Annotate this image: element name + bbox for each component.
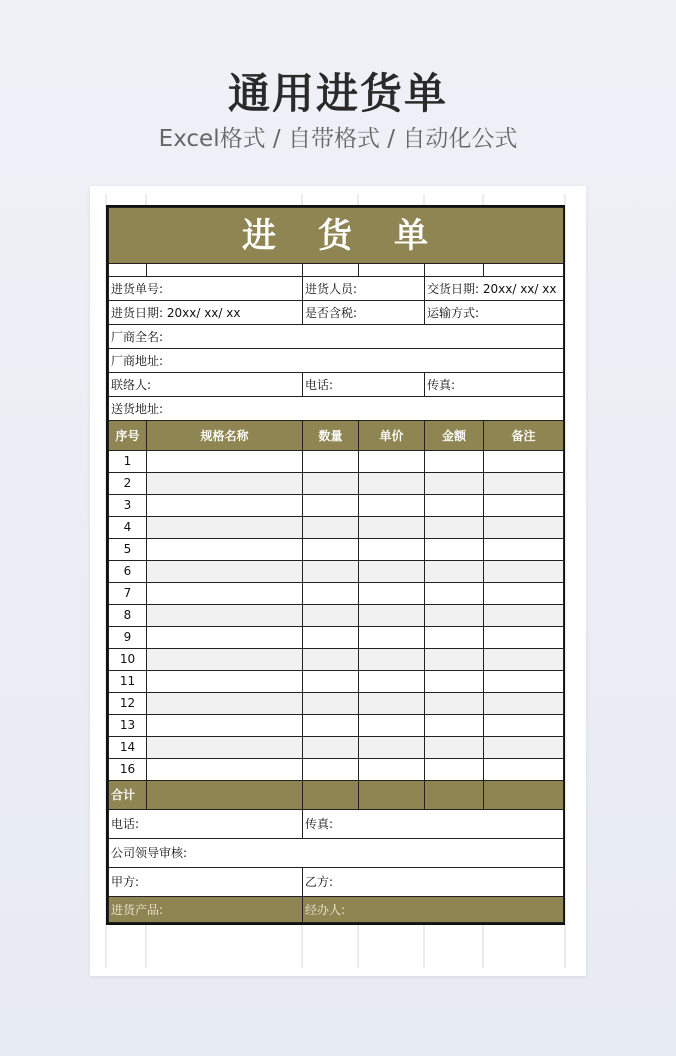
- handler-label: 经办人:: [303, 897, 564, 923]
- item-cell: [359, 715, 425, 737]
- item-cell: [484, 693, 564, 715]
- item-cell: [303, 737, 359, 759]
- item-cell: [303, 517, 359, 539]
- item-row: [109, 539, 564, 561]
- row-number: 9: [109, 627, 147, 649]
- row-number: 11: [109, 671, 147, 693]
- row-number: 16: [109, 759, 147, 781]
- item-cell: [303, 495, 359, 517]
- item-cell: [425, 605, 484, 627]
- item-cell: [425, 561, 484, 583]
- item-row: [109, 495, 564, 517]
- item-row: [109, 605, 564, 627]
- phone-label: 电话:: [303, 373, 425, 397]
- item-cell: [359, 649, 425, 671]
- item-cell: [147, 759, 303, 781]
- total-cell: [303, 781, 359, 810]
- delivery-date-label: 交货日期:: [427, 281, 480, 296]
- item-cell: [425, 759, 484, 781]
- party-b-label: 乙方:: [303, 868, 564, 897]
- row-number: 14: [109, 737, 147, 759]
- item-cell: [147, 693, 303, 715]
- item-cell: [303, 605, 359, 627]
- item-cell: [484, 561, 564, 583]
- delivery-date-cell: [425, 277, 564, 301]
- row-number: 6: [109, 561, 147, 583]
- item-cell: [484, 495, 564, 517]
- vendor-address-label: 厂商地址:: [109, 349, 564, 373]
- items-header-row: [109, 421, 564, 451]
- item-row: [109, 671, 564, 693]
- item-cell: [425, 693, 484, 715]
- item-row: [109, 583, 564, 605]
- item-cell: [359, 759, 425, 781]
- item-cell: [303, 759, 359, 781]
- item-cell: [359, 473, 425, 495]
- purchase-date-label: 进货日期:: [111, 305, 164, 320]
- row-number: 5: [109, 539, 147, 561]
- item-cell: [359, 671, 425, 693]
- total-cell: [359, 781, 425, 810]
- item-cell: [425, 495, 484, 517]
- item-cell: [303, 715, 359, 737]
- spacer-cell: [425, 264, 484, 277]
- purchaser-label: 进货人员:: [303, 277, 425, 301]
- purchase-date-value: 20xx/ xx/ xx: [166, 305, 241, 320]
- page-subtitle: Excel格式 / 自带格式 / 自动化公式: [158, 126, 518, 152]
- column-header: 金额: [425, 421, 484, 451]
- item-cell: [359, 539, 425, 561]
- item-cell: [359, 451, 425, 473]
- item-cell: [147, 671, 303, 693]
- item-cell: [484, 737, 564, 759]
- item-row: [109, 473, 564, 495]
- vendor-name-label: 厂商全名:: [109, 325, 564, 349]
- item-cell: [425, 473, 484, 495]
- item-cell: [425, 649, 484, 671]
- item-row: [109, 737, 564, 759]
- item-row: [109, 759, 564, 781]
- row-number: 1: [109, 451, 147, 473]
- document-preview: [90, 186, 586, 976]
- ship-address-label: 送货地址:: [109, 397, 564, 421]
- total-cell: [484, 781, 564, 810]
- item-cell: [303, 539, 359, 561]
- item-row: [109, 693, 564, 715]
- item-cell: [425, 451, 484, 473]
- row-number: 3: [109, 495, 147, 517]
- item-cell: [147, 649, 303, 671]
- total-label: 合计: [109, 781, 147, 810]
- item-cell: [484, 759, 564, 781]
- item-cell: [147, 605, 303, 627]
- item-cell: [484, 473, 564, 495]
- item-cell: [425, 715, 484, 737]
- row-number: 4: [109, 517, 147, 539]
- row-number: 8: [109, 605, 147, 627]
- item-cell: [359, 737, 425, 759]
- item-cell: [484, 517, 564, 539]
- item-cell: [303, 583, 359, 605]
- purchased-product-label: 进货产品:: [109, 897, 303, 923]
- item-cell: [303, 671, 359, 693]
- item-cell: [425, 737, 484, 759]
- spacer-cell: [303, 264, 359, 277]
- spacer-cell: [484, 264, 564, 277]
- purchase-order-sheet: [106, 205, 565, 925]
- item-cell: [147, 561, 303, 583]
- row-number: 7: [109, 583, 147, 605]
- item-row: [109, 715, 564, 737]
- column-header: 序号: [109, 421, 147, 451]
- item-cell: [425, 517, 484, 539]
- item-row: [109, 451, 564, 473]
- item-cell: [303, 561, 359, 583]
- row-number: 10: [109, 649, 147, 671]
- item-cell: [147, 473, 303, 495]
- item-cell: [359, 517, 425, 539]
- spacer-cell: [147, 264, 303, 277]
- total-cell: [147, 781, 303, 810]
- item-cell: [484, 451, 564, 473]
- item-cell: [359, 627, 425, 649]
- row-number: 12: [109, 693, 147, 715]
- footer-fax-label: 传真:: [303, 810, 564, 839]
- leader-review-label: 公司领导审核:: [109, 839, 564, 868]
- column-header: 数量: [303, 421, 359, 451]
- party-a-label: 甲方:: [109, 868, 303, 897]
- item-cell: [484, 671, 564, 693]
- item-cell: [484, 605, 564, 627]
- item-cell: [359, 693, 425, 715]
- column-header: 单价: [359, 421, 425, 451]
- item-cell: [484, 539, 564, 561]
- item-cell: [147, 495, 303, 517]
- item-cell: [303, 473, 359, 495]
- spacer-cell: [109, 264, 147, 277]
- item-cell: [147, 583, 303, 605]
- item-cell: [303, 649, 359, 671]
- shipping-method-label: 运输方式:: [425, 301, 564, 325]
- item-cell: [359, 605, 425, 627]
- row-number: 13: [109, 715, 147, 737]
- item-cell: [147, 715, 303, 737]
- column-header: 备注: [484, 421, 564, 451]
- item-cell: [147, 627, 303, 649]
- fax-label: 传真:: [425, 373, 564, 397]
- delivery-date-value: 20xx/ xx/ xx: [482, 281, 557, 296]
- order-no-label: 进货单号:: [109, 277, 303, 301]
- spacer-cell: [359, 264, 425, 277]
- item-cell: [484, 649, 564, 671]
- item-cell: [484, 583, 564, 605]
- row-number: 2: [109, 473, 147, 495]
- item-cell: [484, 627, 564, 649]
- page-title: 通用进货单: [227, 69, 448, 118]
- footer-phone-label: 电话:: [109, 810, 303, 839]
- item-row: [109, 561, 564, 583]
- total-cell: [425, 781, 484, 810]
- item-cell: [425, 583, 484, 605]
- purchase-date-cell: [109, 301, 303, 325]
- item-cell: [147, 737, 303, 759]
- item-cell: [303, 451, 359, 473]
- item-cell: [359, 495, 425, 517]
- sheet-title: 进货单: [109, 208, 564, 264]
- item-cell: [484, 715, 564, 737]
- item-cell: [425, 671, 484, 693]
- item-row: [109, 627, 564, 649]
- item-cell: [425, 627, 484, 649]
- item-cell: [147, 539, 303, 561]
- column-header: 规格名称: [147, 421, 303, 451]
- item-cell: [425, 539, 484, 561]
- item-cell: [359, 561, 425, 583]
- item-cell: [303, 693, 359, 715]
- item-cell: [147, 451, 303, 473]
- purchase-order-table: [108, 207, 564, 923]
- item-row: [109, 517, 564, 539]
- item-cell: [147, 517, 303, 539]
- contact-person-label: 联络人:: [109, 373, 303, 397]
- total-row: [109, 781, 564, 810]
- tax-included-label: 是否含税:: [303, 301, 425, 325]
- item-row: [109, 649, 564, 671]
- item-cell: [303, 627, 359, 649]
- item-cell: [359, 583, 425, 605]
